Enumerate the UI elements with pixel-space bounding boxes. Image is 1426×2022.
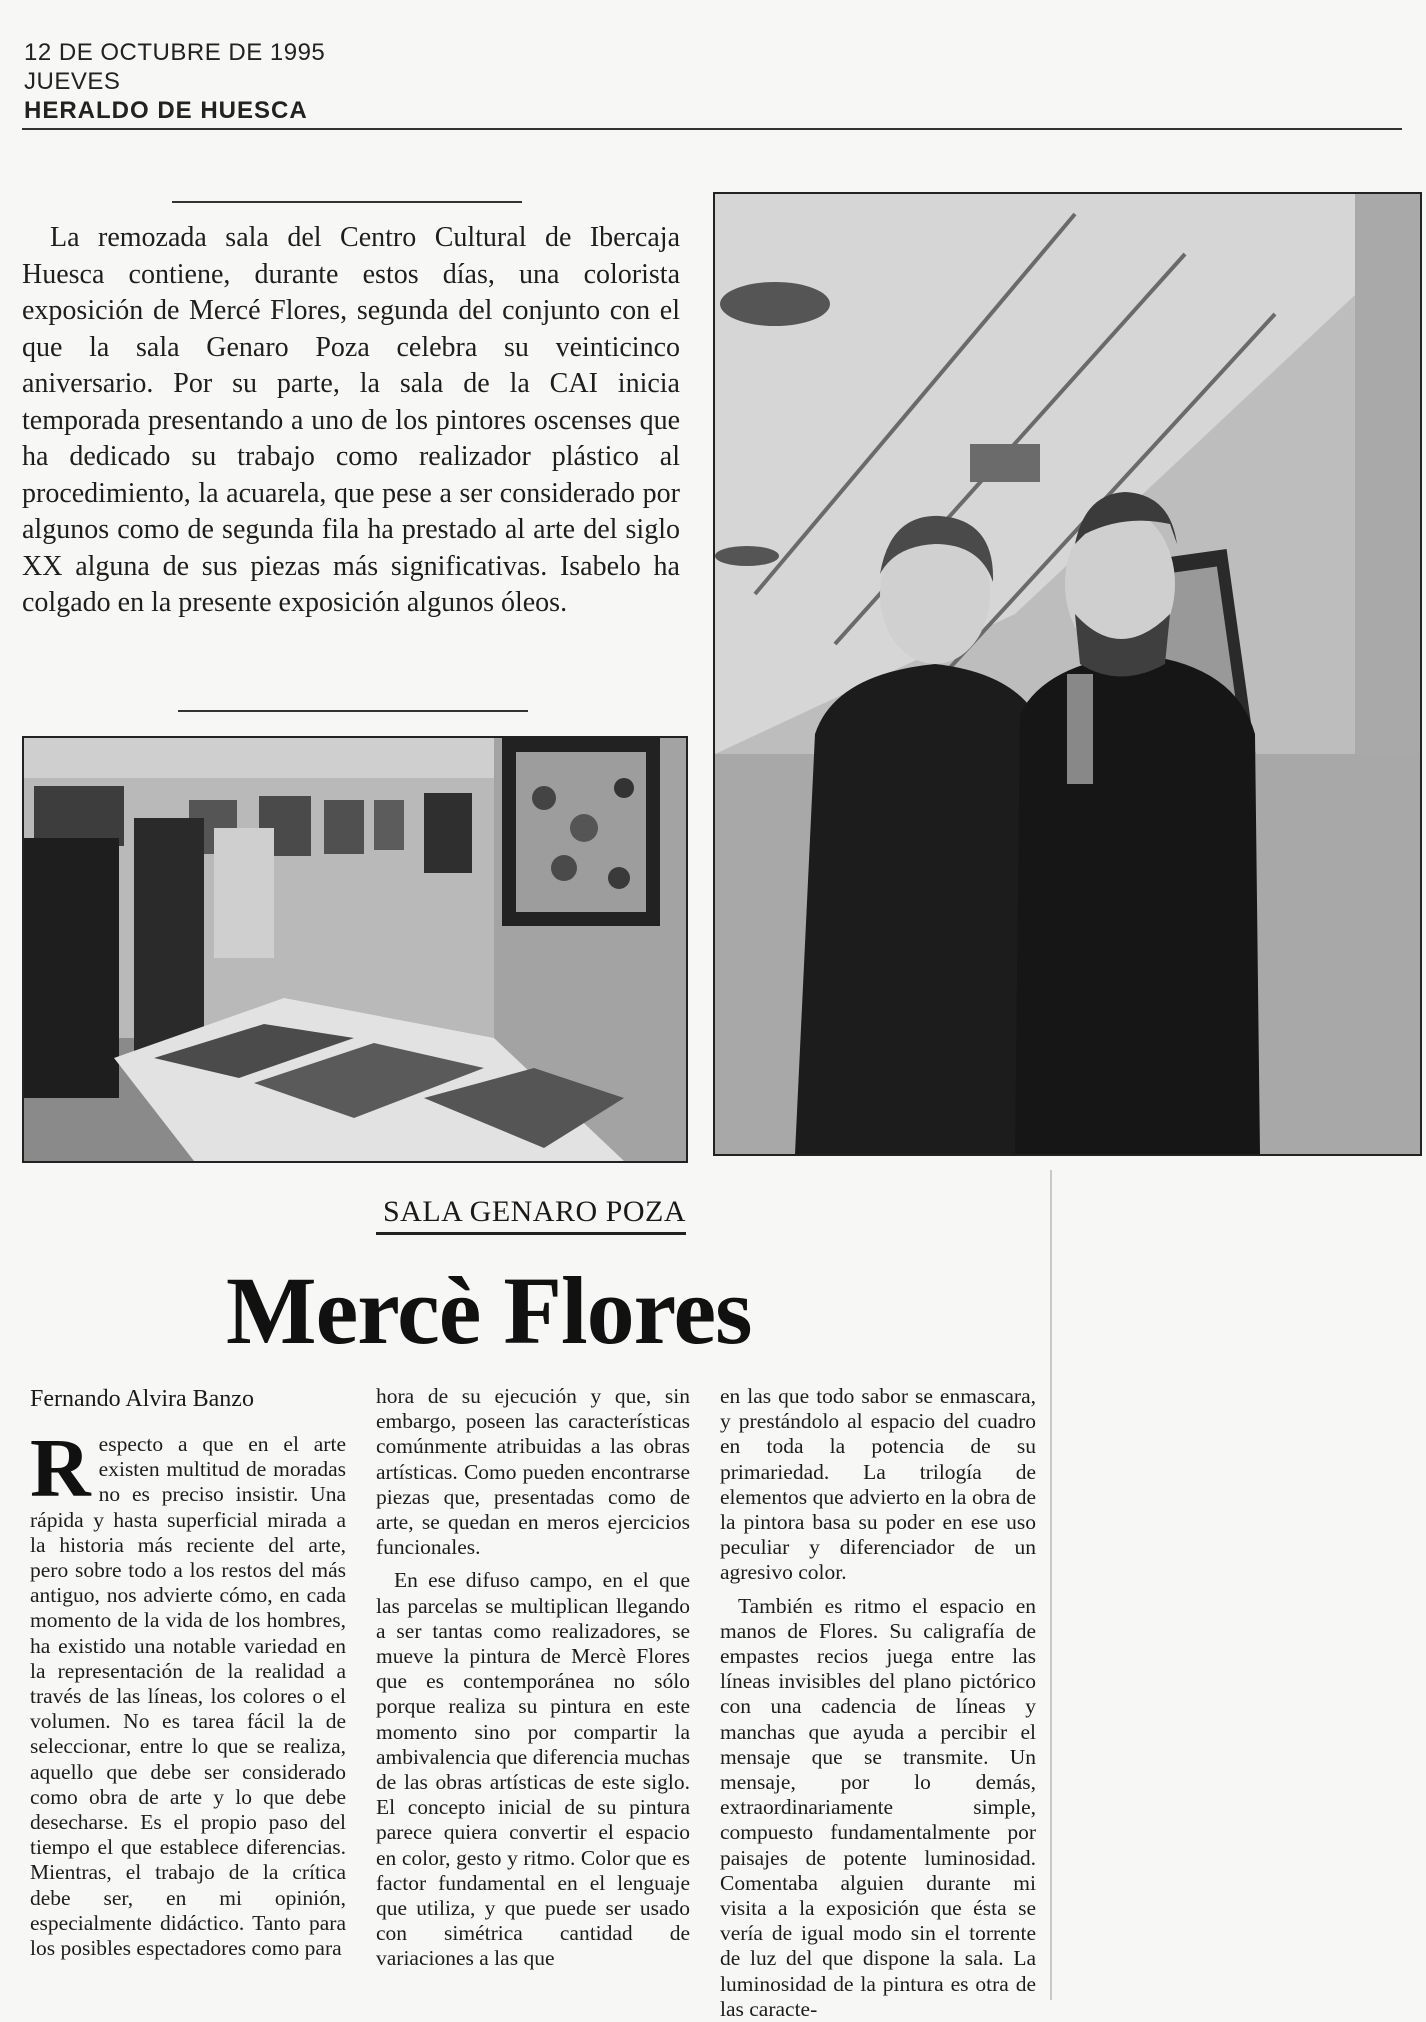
kicker-underline xyxy=(376,1232,686,1235)
column-2-paragraph-2: En ese difuso campo, en el que las parcelas se multiplican llegando a ser tantas como realizadores, se mueve la pintura de Mercè Flores que es contemporánea no sólo porque realiza su pintura en este momento sino por compartir la ambivalencia que diferencia muchas de las obras artísticas de este siglo. El concepto inicial de su pintura parece quiera convertir el espacio en color, gesto y ritmo. Color que es factor fundamental en el lenguaje que utiliza, y que puede ser usado con simétrica cantidad de variaciones a las que xyxy=(376,1568,690,1971)
drop-cap: R xyxy=(30,1422,91,1515)
column-3-paragraph-1: en las que todo sabor se enmascara, y prestándolo al espacio del cuadro en toda la potencia de su primariedad. La trilogía de elementos que advierto en la obra de la pintora basa su poder en ese uso peculiar y diferenciador de un agresivo color. xyxy=(720,1384,1036,1585)
article-column-3 xyxy=(720,1384,1036,2022)
issue-weekday: JUEVES xyxy=(24,68,121,95)
column-3-paragraph-2: También es ritmo el espacio en manos de Flores. Su caligrafía de empastes recios juega entre las líneas invisibles del plano pictórico con una cadencia de líneas y manchas que ayuda a percibir el mensaje que se transmite. Un mensaje, por lo demás, extraordinariamente simple, compuesto fundamentalmente por paisajes de potente luminosidad. Comentaba alguien durante mi visita a la exposición que ésta se vería de igual modo sin el torrente de luz del que dispone la sala. La luminosidad de la pintura es otra de las caracte- xyxy=(720,1593,1036,2021)
artist-portrait-photo xyxy=(713,192,1422,1156)
intro-bottom-rule xyxy=(178,710,528,712)
column-1-text: especto a que en el arte existen multitud de moradas no es preciso insistir. Una rápida y hasta superficial mirada a la historia más reciente del arte, pero sobre todo a los restos del más antiguo, nos advierte cómo, en cada momento de la vida de los hombres, ha existido una notable variedad en la representación de la realidad a través de las líneas, los colores o el volumen. No es tarea fácil la de seleccionar, entre lo que se realiza, aquello que debe ser considerado como obra de arte y lo que debe desecharse. Es el propio paso del tiempo el que establece diferencias. Mientras, el trabajo de la crítica debe ser, en mi opinión, especialmente didáctico. Tanto para los posibles espectadores como para xyxy=(30,1432,346,1961)
article-column-1 xyxy=(30,1422,346,1961)
header-rule xyxy=(22,128,1402,130)
page-edge-rule xyxy=(1050,1170,1052,2000)
intro-paragraph: La remozada sala del Centro Cultural de Ibercaja Huesca contiene, durante estos días, una colorista exposición de Mercé Flores, segunda del conjunto con el que la sala Genaro Poza celebra su veinticinco aniversario. Por su parte, la sala de la CAI inicia temporada presentando a uno de los pintores oscenses que ha dedicado su trabajo como realizador plástico al procedimiento, la acuarela, que pese a ser considerado por algunos como de segunda fila ha prestado al arte del siglo XX alguna de sus piezas más significativas. Isabelo ha colgado en la presente exposición algunos óleos. xyxy=(22,222,680,618)
intro-top-rule xyxy=(172,201,522,203)
article-headline: Mercè Flores xyxy=(226,1257,752,1364)
column-2-paragraph-1: hora de su ejecución y que, sin embargo, poseen las características comúnmente atribuidas a las obras artísticas. Como pueden encontrarse piezas que, presentadas como de arte, se quedan en meros ejercicios funcionales. xyxy=(376,1384,690,1560)
newspaper-header xyxy=(24,38,325,125)
gallery-photo xyxy=(22,736,688,1163)
article-kicker: SALA GENARO POZA xyxy=(382,1195,686,1228)
newspaper-name: HERALDO DE HUESCA xyxy=(24,97,308,124)
issue-date: 12 DE OCTUBRE DE 1995 xyxy=(24,39,326,66)
article-column-2 xyxy=(376,1384,690,1972)
article-byline: Fernando Alvira Banzo xyxy=(30,1386,254,1412)
